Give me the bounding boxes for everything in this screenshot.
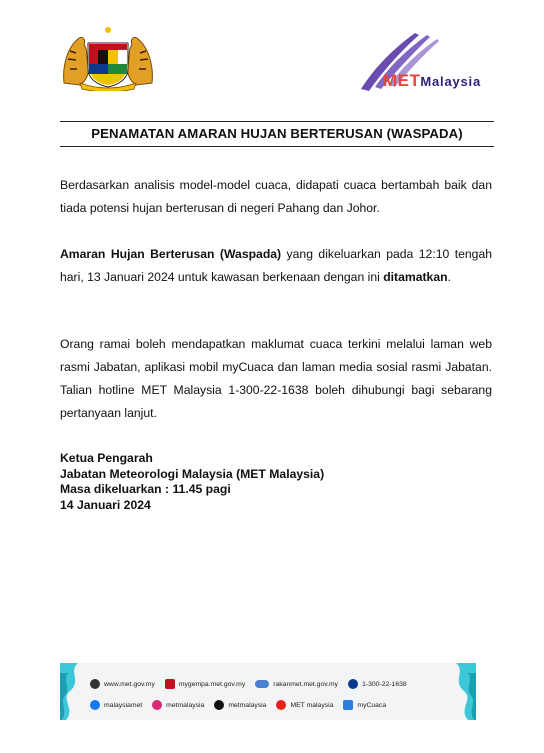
- met-brand-sub: Malaysia: [420, 74, 481, 89]
- youtube-icon: [276, 700, 286, 710]
- terminated-word: ditamatkan: [383, 270, 448, 284]
- signature-department: Jabatan Meteorologi Malaysia (MET Malaysia): [60, 466, 325, 481]
- paragraph-2-middle: yang dikeluarkan pada 12:10 tengah hari, 13 Januari 2024 untuk kawasan berkenaan dengan ini: [60, 247, 492, 284]
- footer-row-1: [90, 679, 417, 689]
- facebook-icon: [90, 700, 100, 710]
- mygempa-icon: [165, 679, 175, 689]
- warning-name: Amaran Hujan Berterusan (Waspada): [60, 247, 282, 261]
- paragraph-2-end: .: [447, 270, 451, 284]
- footer-wave-left: [60, 663, 88, 720]
- paragraph-3: Orang ramai boleh mendapatkan maklumat cuaca terkini melalui laman web rasmi Jabatan, aplikasi mobil myCuaca dan laman media sosial rasmi Jabatan. Talian hotline MET Malaysia 1-300-22-1638 boleh dihubungi bagi sebarang pertanyaan lanjut.: [60, 337, 492, 420]
- footer-wave-right: [446, 663, 476, 720]
- footer-instagram[interactable]: metmalaysia: [152, 700, 204, 710]
- phone-icon: [348, 679, 358, 689]
- cloud-icon: [255, 680, 269, 688]
- footer-banner: [60, 663, 476, 720]
- paragraph-1: Berdasarkan analisis model-model cuaca, didapati cuaca bertambah baik dan tiada potensi hujan berterusan di negeri Pahang dan Johor.: [60, 178, 492, 215]
- globe-icon: [90, 679, 100, 689]
- footer-x[interactable]: metmalaysia: [214, 700, 266, 710]
- footer-youtube[interactable]: MET malaysia: [276, 700, 333, 710]
- malaysia-coat-of-arms-icon: [58, 25, 158, 91]
- instagram-icon: [152, 700, 162, 710]
- met-malaysia-logo: [353, 27, 501, 97]
- signature-block: [60, 451, 324, 513]
- page-title: PENAMATAN AMARAN HUJAN BERTERUSAN (WASPADA): [91, 126, 463, 141]
- issued-time: Masa dikeluarkan : 11.45 pagi: [60, 482, 231, 496]
- mycuaca-icon: [343, 700, 353, 710]
- footer-facebook[interactable]: malaysiamet: [90, 700, 142, 710]
- paragraph-2: [60, 243, 492, 289]
- footer-mycuaca[interactable]: myCuaca: [343, 700, 386, 710]
- footer-mygempa[interactable]: mygempa.met.gov.my: [165, 679, 245, 689]
- footer-rakanmet[interactable]: rakanmet.met.gov.my: [255, 680, 338, 688]
- issued-date: 14 Januari 2024: [60, 497, 151, 512]
- title-box: [60, 121, 494, 147]
- footer-website[interactable]: www.met.gov.my: [90, 679, 155, 689]
- signature-title: Ketua Pengarah: [60, 451, 153, 465]
- footer-row-2: [90, 700, 396, 710]
- met-brand-main: MET: [383, 71, 421, 90]
- x-icon: [214, 700, 224, 710]
- footer-hotline[interactable]: 1-300-22-1638: [348, 679, 407, 689]
